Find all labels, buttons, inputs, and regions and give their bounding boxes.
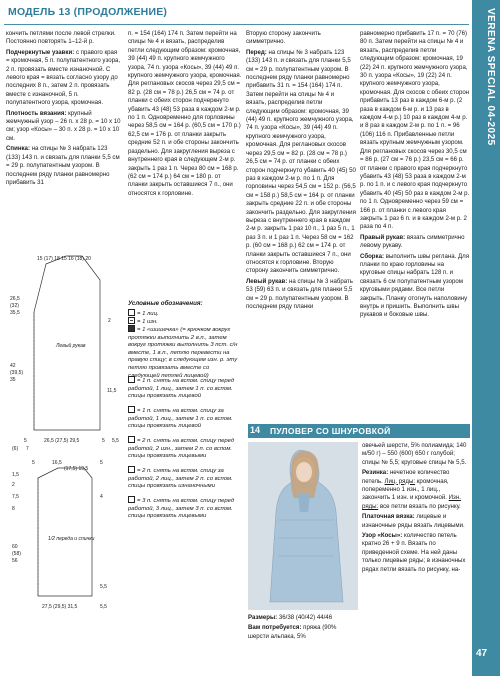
col3-paragraph-2 [246, 49, 356, 276]
garter-stitch: Платочная вязка: лицевые и изнаночные ряды вязать лицевыми. [362, 513, 465, 529]
body-top-label-3: (17,5) 19,5 [64, 466, 89, 472]
materials-line [248, 624, 358, 641]
section-header-bar [4, 6, 469, 25]
sizes-text: 36/38 (40/42) 44/46 [278, 614, 333, 621]
sleeve-bottom-label-2: 26,5 (27,5) 29,5 [44, 438, 80, 444]
col1-paragraph-2 [6, 49, 122, 108]
body-left-label-7: 56 [12, 558, 18, 564]
sleeve-left-label-1: 26,5 [10, 296, 20, 302]
sleeve-name-label: Левый рукав [56, 343, 86, 349]
sleeve-left-label-2: (32) [10, 303, 19, 309]
cable-right-icon [128, 376, 135, 383]
sleeve-bottom-label-5: 7 [26, 446, 29, 452]
body-name-label: 1/2 переда и спинки [48, 536, 95, 542]
col1-paragraph-4 [6, 145, 122, 187]
page-title: МОДЕЛЬ 13 (ПРОДОЛЖЕНИЕ) [8, 6, 168, 18]
sleeve-left-label-6: 35 [10, 377, 16, 383]
model-photo [248, 442, 358, 610]
col4-p3-label: Сборка: [360, 252, 384, 260]
col3-p3-label: Левый рукав: [246, 277, 288, 285]
sleeve-bottom-label-6: 5,5 [112, 438, 119, 444]
legend-item-bobble: = 1 «шишечка» (= крючком вокруг протяжки выполнить 2 в.п., затем вокруг протяжки выполнить 3 пст. с/н вместе, 1 в.п., петлю перевести на правую спицу; в следующем изн. р. эту петлю провязать вместе со следующей петлей лицевой) [128, 327, 238, 379]
col1-p3-text: крупный жемчужный узор – 26 п. x 28 р. = 10 x 10 см; узор «Косы» – 30 п. x 28 р. = 10 x 10 см. [6, 109, 121, 142]
body-top-label-4: 5 [100, 460, 103, 466]
sleeve-right-label-2: 11,5 [107, 388, 117, 394]
legend-item-cable-4: = 2 п. снять на вспом. спицу за работой, 2 лиц., затем 2 п. со вспом. спицы провязать изнаночными [128, 468, 233, 490]
body-top-label-2: 16,5 [52, 460, 62, 466]
model-photo-illustration [248, 442, 358, 610]
column-3 [246, 30, 356, 313]
section-14-intro [248, 614, 358, 643]
cable-2x2-back-icon [128, 466, 135, 473]
col1-p4-text: на спицы № 3 набрать 123 (133) 143 п. и связать для планки 5,5 см = 29 р. полупатентным узором. В последнем ряду планки равномерно прибавить 31 [6, 145, 120, 186]
sleeve-left-label-5: (39,5) [10, 370, 24, 376]
col3-p3-text: на спицы № 3 набрать 53 (59) 63 п. и связать для планки 5,5 см = 29 р. полупатентным узором. В последнем ряду планки [246, 277, 353, 310]
yarn-continued: овечьей шерсти, 5% полиамида; 140 м/50 г) – 550 (600) 650 г голубой; спицы № 5,5; круговые спицы № 5,5. [362, 442, 467, 466]
cable-3x3-icon [128, 496, 135, 503]
page-number: 47 [476, 648, 488, 659]
cable-left-icon [128, 406, 135, 413]
cable-2x2-front-icon [128, 436, 135, 443]
col2-paragraph-1: п. = 154 (164) 174 п. Затем перейти на спицы № 4 и вязать, распределив петли следующим образом: кромочная, 39 (44) 49 п. крупного жемчужного узора, 74 п. узора «Косы», 39 (44) 49 п. крупного жемчужного узора, кромочная. Для реглановых скосов через 29,5 см = 82 р. (28 см = 78 р.) 26,5 см = 74 р. от планки с обеих сторон подчеркнуто убавить 43 (48) 53 раза в каждом 2-м р. по 1 п. Одновременно для горловины через 58,5 см = 164 р. (60,5 см = 170 р.) 62,5 см = 176 р. от планки закрыть средние 52 п. и обе стороны закончить раздельно. Для закругления выреза с внутреннего края в следующем 2-м р. закрыть 1 раз 1 п. Через 80 см = 168 р. (62 см = 174 р.) 64 см = 180 р. от планки закрыть оставшиеся 7 п., они относятся к горловине. [128, 30, 242, 197]
legend-item-purl: = 1 изн. [128, 317, 238, 327]
cable-label: Узор «Косы»: [362, 532, 403, 540]
body-bottom-label: 27,5 (29,5) 31,5 [42, 604, 78, 610]
knit-symbol-icon [128, 309, 135, 316]
section-14-right-column [362, 442, 470, 576]
col4-p2-label: Правый рукав: [360, 233, 406, 241]
col4-paragraph-3 [360, 253, 470, 320]
bobble-symbol-icon [128, 325, 135, 332]
sleeve-diagram [4, 252, 124, 457]
sizes-label: Размеры: [248, 614, 278, 621]
col3-paragraph-3 [246, 278, 356, 312]
body-left-label-5: 60 [12, 544, 18, 550]
body-left-label-1: 1,5 [12, 472, 19, 478]
col1-p4-label: Спинка: [6, 145, 30, 153]
col3-p2-text: на спицы № 3 набрать 123 (133) 143 п. и связать для планки 5,5 см = 29 р. полупатентным узором. В последнем ряду планки равномерно прибавить 31 п. = 154 (164) 174 п. Затем перейти на спицы № 4 и вязать, распределив петли следующим образом: кромочная, 39 (44) 49 п. крупного жемчужного узора, 74 п. узора «Косы», 39 (44) 49 п. крупного жемчужного узора, кромочная. Для реглановых скосов через 29,5 см = 82 р. (28 см = 78 р.) 26,5 см = 74 р. от планки с обеих сторон подчеркнуто убавить 40 (45) 50 раз в каждом 2-м р. по 1 п. Для горловины через 54,5 см = 152 р. (56,5 см = 158 р.) 58,5 см = 164 р. от планки закрыть средние 22 п. и обе стороны закончить раздельно. Для закругления выреза с внутреннего края в каждом 2-м р. закрыть 1 раз 10 п., 1 раз 5 п., 1 раз 3 п. и 1 раз 1 п. Через 58 см = 162 р. (60 см = 168 р.) 62 см = 174 р. от планки закрыть оставшиеся 7 п., они относятся к горловине. Вторую сторону закончить симметрично. [246, 48, 356, 275]
col1-p3-label: Плотность вязания: [6, 109, 67, 117]
col4-paragraph-1: равномерно прибавить 17 п. = 70 (76) 80 п. Затем перейти на спицы № 4 и вязать, распределив петли следующим образом: кромочная, 19 (22) 24 п. крупного жемчужного узора, 30 п. узора «Косы», 19 (22) 24 п. крупного жемчужного узора, кромочная. Для скосов с обеих сторон прибавить 13 раз в каждом 6-м р. (2 раза в каждом 6-м р. и 13 раз в каждом 4-м р.) 10 раз в каждом 4-м р. и 8 раз в каждом 2-м р. по 1 п. = 96 (106) 116 п. Прибавленные петли вязать крупным жемчужным узором. Для реглановых скосов через 30,5 см = 86 р. (27 см = 76 р.) 23,5 см = 66 р. от планки с правого края подчеркнуто убавить 43 (48) 53 раза в каждом 2-м р. по 1 п. и с левого края подчеркнуто убавить 40 (45) 50 раз в каждом 2-м р. по 1 п. Одновременно через 59 см = 166 р. от планки с левого края закрыть 1 раз 6 п. и в каждом 2-м р. 2 раза по 4 п. [360, 30, 470, 231]
sleeve-left-label-3: 35,5 [10, 310, 20, 316]
sleeve-right-label-1: 2 [108, 318, 111, 324]
purl-symbol-icon [128, 317, 135, 324]
legend-title: Условные обозначения: [128, 300, 203, 307]
legend-item-cable-5: = 3 п. снять на вспом. спицу перед работой, 3 лиц., затем 3 п. со вспом. спицы провязать лицевыми [128, 498, 235, 520]
sleeve-top-label: 15 (17) 18 15 16 (18) 20 [37, 256, 91, 262]
body-top-label-1: 5 [32, 460, 35, 466]
body-left-label-4: 8 [12, 506, 15, 512]
col1-paragraph-3 [6, 110, 122, 144]
body-left-label-6: (58) [12, 551, 21, 557]
body-bottom-label-2: 5,5 [100, 604, 107, 610]
section-14-number: 14 [250, 425, 261, 435]
rib-label: Резинка: [362, 469, 389, 477]
magazine-brand-label: VERENA SPECIAL 04-2025 [485, 8, 496, 146]
col1-paragraph-1: кончить петлями после левой стрелки. Постоянно повторять 1–12-й р. [6, 30, 116, 46]
sleeve-left-label-4: 42 [10, 363, 16, 369]
legend-item-knit: = 1 лиц. [128, 309, 238, 319]
materials-label: Вам потребуется: [248, 624, 302, 632]
section-14-title: ПУЛОВЕР СО ШНУРОВКОЙ [270, 426, 391, 436]
col3-p2-label: Перед: [246, 48, 267, 56]
rib-pattern: Резинка: нечетное количество петель. Лиц. ряды: кромочная, попеременно 1 изн., 1 лиц., закончить 1 изн. и кромочной. Изн. ряды: все петли вязать по рисунку. [362, 469, 461, 510]
body-left-label-2: 2 [12, 482, 15, 488]
column-2 [128, 30, 242, 200]
col4-p3-text: выполнить швы реглана. Для планки по краю горловины на круговые спицы набрать 128 п. и связать 6 см полупатентным узором круговыми рядами. Все петли закрыть. Планку отогнуть наполовину внутрь и пришить. Выполнить швы рукавов и боковые швы. [360, 252, 469, 319]
column-1 [6, 30, 122, 189]
col1-p2-text: с правого края = кромочная, 5 п. полупатентного узора, 2 п. провязать вместе изнаночной. С левого края = вязать согласно узору до последних 8 п., затем 2 п. провязать вместе с изнаночной, 5 п. полупатентного узора, кромочная. [6, 48, 121, 107]
garter-label: Платочная вязка: [362, 513, 415, 521]
body-right-label-1: 4 [100, 494, 103, 500]
sleeve-bottom-label-1: 5 [24, 438, 27, 444]
legend-item-cable-3: = 2 п. снять на вспом. спицу перед работой, 2 изн., затем 2 п. со вспом. спицы провязать лицевыми [128, 438, 235, 460]
body-outline [38, 468, 92, 596]
legend-item-cable-2: = 1 п. снять на вспом. спицу за работой, 1 лиц., затем 1 п. со вспом. спицы провязать лицевой [128, 408, 233, 430]
col4-paragraph-2 [360, 234, 470, 251]
body-left-label-3: 7,5 [12, 494, 19, 500]
col3-paragraph-1: Вторую сторону закончить симметрично. [246, 30, 321, 46]
sleeve-bottom-label-3: 5 [102, 438, 105, 444]
materials-text: пряжа (90% шерсти альпака, 5% [248, 624, 337, 640]
sizes-line [248, 614, 358, 622]
legend-item-cable-1: = 1 п. снять на вспом. спицу перед работой, 1 лиц., затем 1 п. со вспом. спицы провязать лицевой [128, 378, 235, 400]
sleeve-bottom-label-4: (6) [12, 446, 19, 452]
cable-pattern: Узор «Косы»: количество петель кратно 26 + 9 п. Вязать по приведенной схеме. На ней даны только лицевые ряды; в изнаночных рядах петли вязать по рисунку, на- [362, 532, 466, 573]
col1-p2-label: Подчеркнутые узавки: [6, 48, 75, 56]
body-right-label-2: 5,5 [100, 584, 107, 590]
column-4 [360, 30, 470, 322]
body-diagram [4, 458, 124, 618]
col4-p2-text: вязать симметрично левому рукаву. [360, 233, 465, 250]
